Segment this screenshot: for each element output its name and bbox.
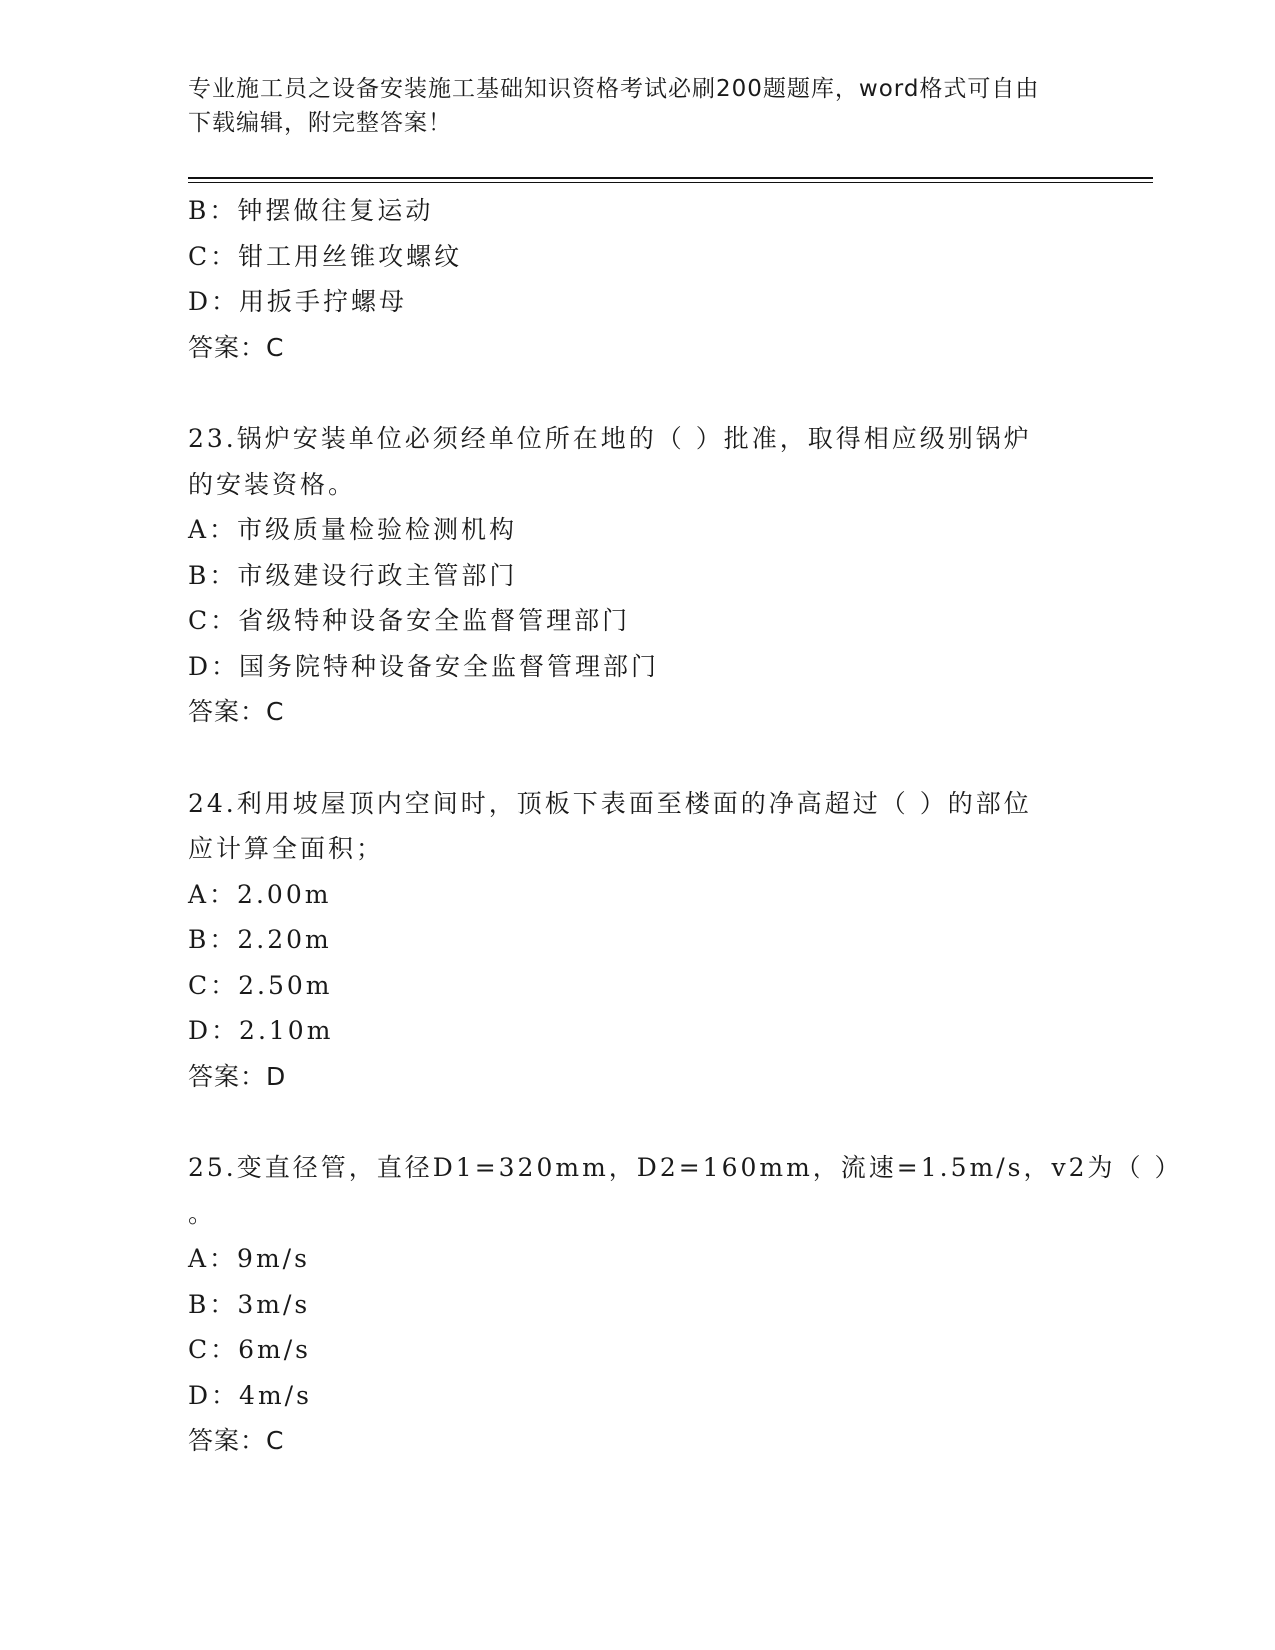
option-a: A：9m/s bbox=[188, 1244, 310, 1273]
header-divider-thin bbox=[188, 182, 1153, 183]
option-a: A：2.00m bbox=[188, 879, 332, 909]
question-text-line-1: 25.变直径管，直径D1=320mm，D2=160mm，流速=1.5m/s，v2为（ ） bbox=[188, 1153, 1183, 1182]
question-text-line-2: 的安装资格。 bbox=[188, 469, 357, 499]
option-d: D：国务院特种设备安全监督管理部门 bbox=[188, 651, 660, 681]
option-c: C：省级特种设备安全监督管理部门 bbox=[188, 606, 631, 635]
option-b: B：2.20m bbox=[188, 925, 332, 954]
answer: 答案：C bbox=[188, 697, 285, 726]
option-d: D：用扳手拧螺母 bbox=[188, 287, 408, 316]
option-b: B：钟摆做往复运动 bbox=[188, 196, 434, 225]
answer: 答案：D bbox=[188, 1061, 287, 1091]
question-list bbox=[188, 188, 1183, 1464]
question-22-tail bbox=[188, 188, 1088, 370]
question-text-line-2: 应计算全面积； bbox=[188, 834, 385, 863]
option-c: C：钳工用丝锥攻螺纹 bbox=[188, 241, 463, 271]
option-d: D：2.10m bbox=[188, 1016, 334, 1045]
question-23 bbox=[188, 416, 1088, 735]
question-text-line-2: 。 bbox=[188, 1198, 217, 1228]
option-b: B：市级建设行政主管部门 bbox=[188, 560, 518, 590]
option-a: A：市级质量检验检测机构 bbox=[188, 515, 518, 544]
option-c: C：6m/s bbox=[188, 1335, 311, 1364]
document-header bbox=[188, 72, 1068, 140]
option-b: B：3m/s bbox=[188, 1289, 311, 1319]
answer: 答案：C bbox=[188, 1426, 285, 1455]
answer: 答案：C bbox=[188, 332, 285, 362]
question-text-line-1: 23.锅炉安装单位必须经单位所在地的（ ）批准，取得相应级别锅炉 bbox=[188, 424, 1032, 453]
header-line-1: 专业施工员之设备安装施工基础知识资格考试必刷200题题库，word格式可自由 bbox=[188, 76, 1040, 102]
question-text-line-1: 24.利用坡屋顶内空间时，顶板下表面至楼面的净高超过（ ）的部位 bbox=[188, 788, 1032, 818]
header-divider-thick bbox=[188, 177, 1153, 179]
option-c: C：2.50m bbox=[188, 970, 333, 1000]
header-line-2: 下载编辑，附完整答案！ bbox=[188, 110, 452, 136]
option-d: D：4m/s bbox=[188, 1380, 312, 1410]
question-25 bbox=[188, 1145, 1183, 1464]
question-24 bbox=[188, 781, 1088, 1100]
